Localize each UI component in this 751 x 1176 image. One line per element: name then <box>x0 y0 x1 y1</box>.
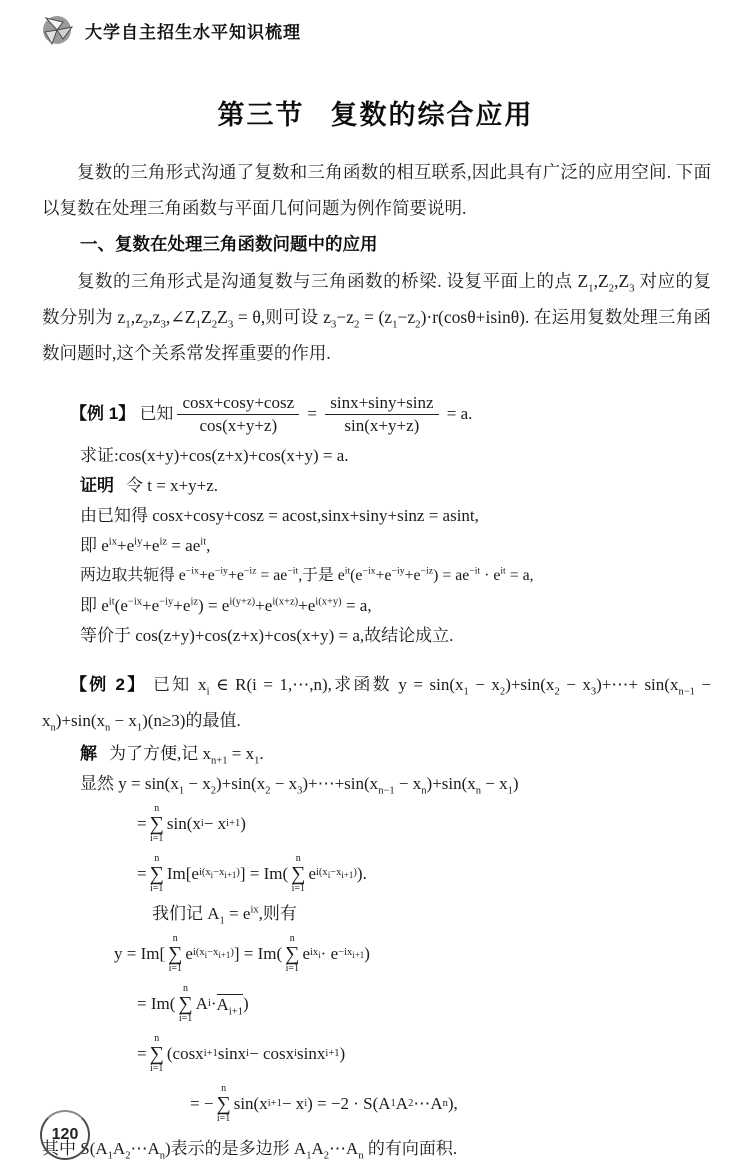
example1-prove-line: 求证:cos(x+y)+cos(z+x)+cos(x+y) = a. <box>80 445 349 465</box>
example2-solution-line: = Im( n ∑ i=1 A i · $A_{i+1}$ ) <box>137 982 249 1024</box>
page-content <box>0 154 751 1165</box>
proof-label: 证明 <box>80 475 114 495</box>
brand-logo-icon <box>38 13 76 47</box>
example1-statement <box>70 387 711 441</box>
solution-label: 解 <box>80 743 97 763</box>
example2-solution-line: y = Im[ n ∑ i=1 e $i(x_i-x_{i+1})$ ] = Im( n ∑ i=1 e $ix_i$ · e $-ix_{i+1}$ ) <box>114 932 370 974</box>
intro-paragraph: 复数的三角形式沟通了复数和三角函数的相互联系,因此具有广泛的应用空间. 下面以复数在处理三角函数与平面几何问题为例作简要说明. <box>42 162 711 218</box>
solution-intro: 为了方便,记 $x_{n+1} = x_1$. <box>109 743 264 767</box>
section-name: 复数的综合应用 <box>330 100 534 130</box>
example1-proof-line: 两边取共轭得 $e^{-ix}+e^{-iy}+e^{-iz} = ae^{-it}$,于是 $e^{it}(e^{-ix}+e^{-iy}+e^{-iz}) = ae^{-it} \cdot e^{it} = a$, <box>80 565 534 584</box>
example1-proof-start <box>80 471 711 501</box>
example2-statement <box>42 667 711 739</box>
triangle-form-paragraph: 复数的三角形式是沟通复数与三角函数的桥梁. 设复平面上的点 $Z_1,Z_2,Z_3$ 对应的复数分别为 $z_1,z_2,z_3,\angle Z_1Z_2Z_3 = \theta$,则可设 $z_3-z_2 = (z_1-z_2)\cdot r(\cos\theta+isin\theta)$. 在运用复数处理三角函数问题时,这个关系常发挥重要的作用. <box>42 271 711 363</box>
example2-solution-line: = − n ∑ i=1 sin(x i+1 − x i ) = −2 · S(A 1 A 2 ⋯A n ), <box>190 1082 458 1124</box>
example2-given: 已知 $x_i$ ∈ R(i = 1,⋯,n),求函数 $y = \sin(x_1 - x_2)+\sin(x_2$ − $x_3)+\cdots+ \sin(x_{n-1} - x_n)+\sin(x_n - x_1)(n\ge 3)$的最值. <box>42 674 712 734</box>
example1-proof-line: 由已知得 cosx+cosy+cosz = acost,sinx+siny+sinz = asint, <box>80 505 479 525</box>
example2-solution-line: 显然 $y = \sin(x_1 - x_2)+\sin(x_2$ − $x_3)+\cdots+\sin(x_{n-1} - x_n)+\sin(x_n - x_1)$ <box>80 773 519 797</box>
example2-note: 其中 $S(A_1A_2\cdots A_n)$表示的是多边形 $A_1A_2\cdots A_n$ 的有向面积. <box>42 1138 458 1162</box>
subsection-heading: 一、复数在处理三角函数问题中的应用 <box>80 234 378 254</box>
proof-intro: 令 t = x+y+z. <box>126 475 219 495</box>
example2-solution-line: = n ∑ i=1 Im[e $i(x_i-x_{i+1})$ ] = Im( n ∑ i=1 e $i(x_i-x_{i+1})$ ). <box>137 852 367 894</box>
example2-solution-line: 我们记 $A_1 = e^{ix}$,则有 <box>152 903 297 927</box>
example2-solution-line: = n ∑ i=1 (cosx i+1 sinx i − cosx i sinx i+1 ) <box>137 1032 346 1074</box>
example1-proof-line: 即 $e^{it}(e^{-ix}+e^{-iy}+e^{iz}) = e^{i(y+z)}+e^{i(x+z)}+e^{i(x+y)} = a$, <box>80 595 372 615</box>
section-number: 第三节 <box>217 100 305 130</box>
example2-solution-line: = n ∑ i=1 sin(x i − x i+1 ) <box>137 802 246 844</box>
page-header <box>0 0 751 47</box>
example2-label: 【例 2】 <box>70 674 147 694</box>
example1-given: 已知 $\frac{\cos x+\cos y+\cos z}{\cos(x+y+z)}$ = $\frac{\sin x+\sin y+\sin z}{\sin(x+y+z)}$ = a. <box>139 393 473 436</box>
page-number-badge <box>40 1110 90 1160</box>
section-title <box>0 93 751 132</box>
example1-proof-line: 等价于 cos(z+y)+cos(z+x)+cos(x+y) = a,故结论成立. <box>80 625 454 645</box>
brand-title: 大学自主招生水平知识梳理 <box>85 22 301 42</box>
example2-solution-start <box>80 739 711 769</box>
example1-label: 【例 1】 <box>70 403 136 423</box>
example1-proof-line: 即 $e^{ix}+e^{iy}+e^{iz} = ae^{it}$, <box>80 535 211 555</box>
page-number: 120 <box>51 1126 79 1143</box>
